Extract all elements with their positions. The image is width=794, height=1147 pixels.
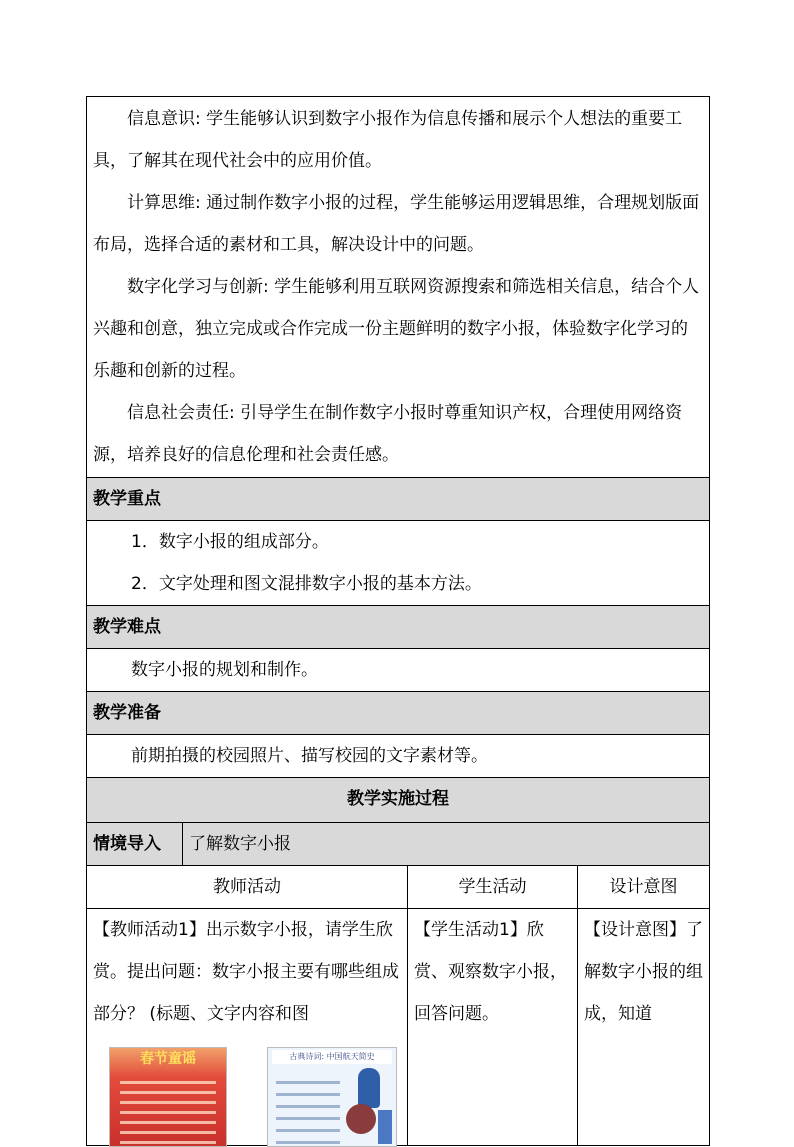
- difficulty-text: 数字小报的规划和制作。: [87, 649, 710, 692]
- lesson-plan-table: [86, 96, 710, 1146]
- rocket-graphic: [358, 1068, 380, 1108]
- preparation-heading: 教学准备: [87, 692, 710, 735]
- objective-computing: 计算思维: 通过制作数字小报的过程，学生能够运用逻辑思维，合理规划版面布局，选择合适的素材和工具，解决设计中的问题。: [93, 193, 700, 255]
- newspaper-thumbnails: [93, 1035, 401, 1145]
- key-points-heading: 教学重点: [87, 478, 710, 521]
- preparation-text: 前期拍摄的校园照片、描写校园的文字素材等。: [87, 735, 710, 778]
- left-thumbnail-title: 春节童谣: [140, 1051, 196, 1067]
- teacher-activity: 【教师活动1】出示数字小报，请学生欣赏。提出问题：数字小报主要有哪些组成部分？ (标题、文字内容和图: [93, 920, 399, 1024]
- objective-digital: 数字化学习与创新: 学生能够利用互联网资源搜索和筛选相关信息，结合个人兴趣和创意，独立完成或合作完成一份主题鲜明的数字小报，体验数字化学习的乐趣和创新的过程。: [93, 277, 700, 381]
- objectives-row: [87, 97, 710, 478]
- process-heading: 教学实施过程: [87, 778, 710, 823]
- student-activity: 【学生活动1】欣赏、观察数字小报，回答问题。: [408, 909, 578, 1146]
- col-student: 学生活动: [408, 866, 578, 909]
- difficulty-heading: 教学难点: [87, 606, 710, 649]
- key-point-1: 1．数字小报的组成部分。: [131, 532, 329, 552]
- col-intent: 设计意图: [578, 866, 710, 909]
- circle-graphic: [346, 1104, 376, 1134]
- intro-label: 情境导入: [87, 823, 183, 866]
- design-intent: 【设计意图】了解数字小报的组成，知道: [578, 909, 710, 1146]
- key-point-2: 2．文字处理和图文混排数字小报的基本方法。: [131, 574, 482, 594]
- objective-info: 信息意识: 学生能够认识到数字小报作为信息传播和展示个人想法的重要工具，了解其在现代社会中的应用价值。: [93, 109, 683, 171]
- space-history-newspaper-image: [267, 1047, 397, 1147]
- right-thumbnail-title: 古典诗词: 中国航天简史: [272, 1050, 392, 1064]
- banner-graphic: [378, 1110, 392, 1144]
- col-teacher: 教师活动: [87, 866, 408, 909]
- objective-society: 信息社会责任: 引导学生在制作数字小报时尊重知识产权，合理使用网络资源，培养良好的信息伦理和社会责任感。: [93, 403, 683, 465]
- intro-value: 了解数字小报: [183, 823, 710, 866]
- spring-festival-newspaper-image: [109, 1047, 227, 1147]
